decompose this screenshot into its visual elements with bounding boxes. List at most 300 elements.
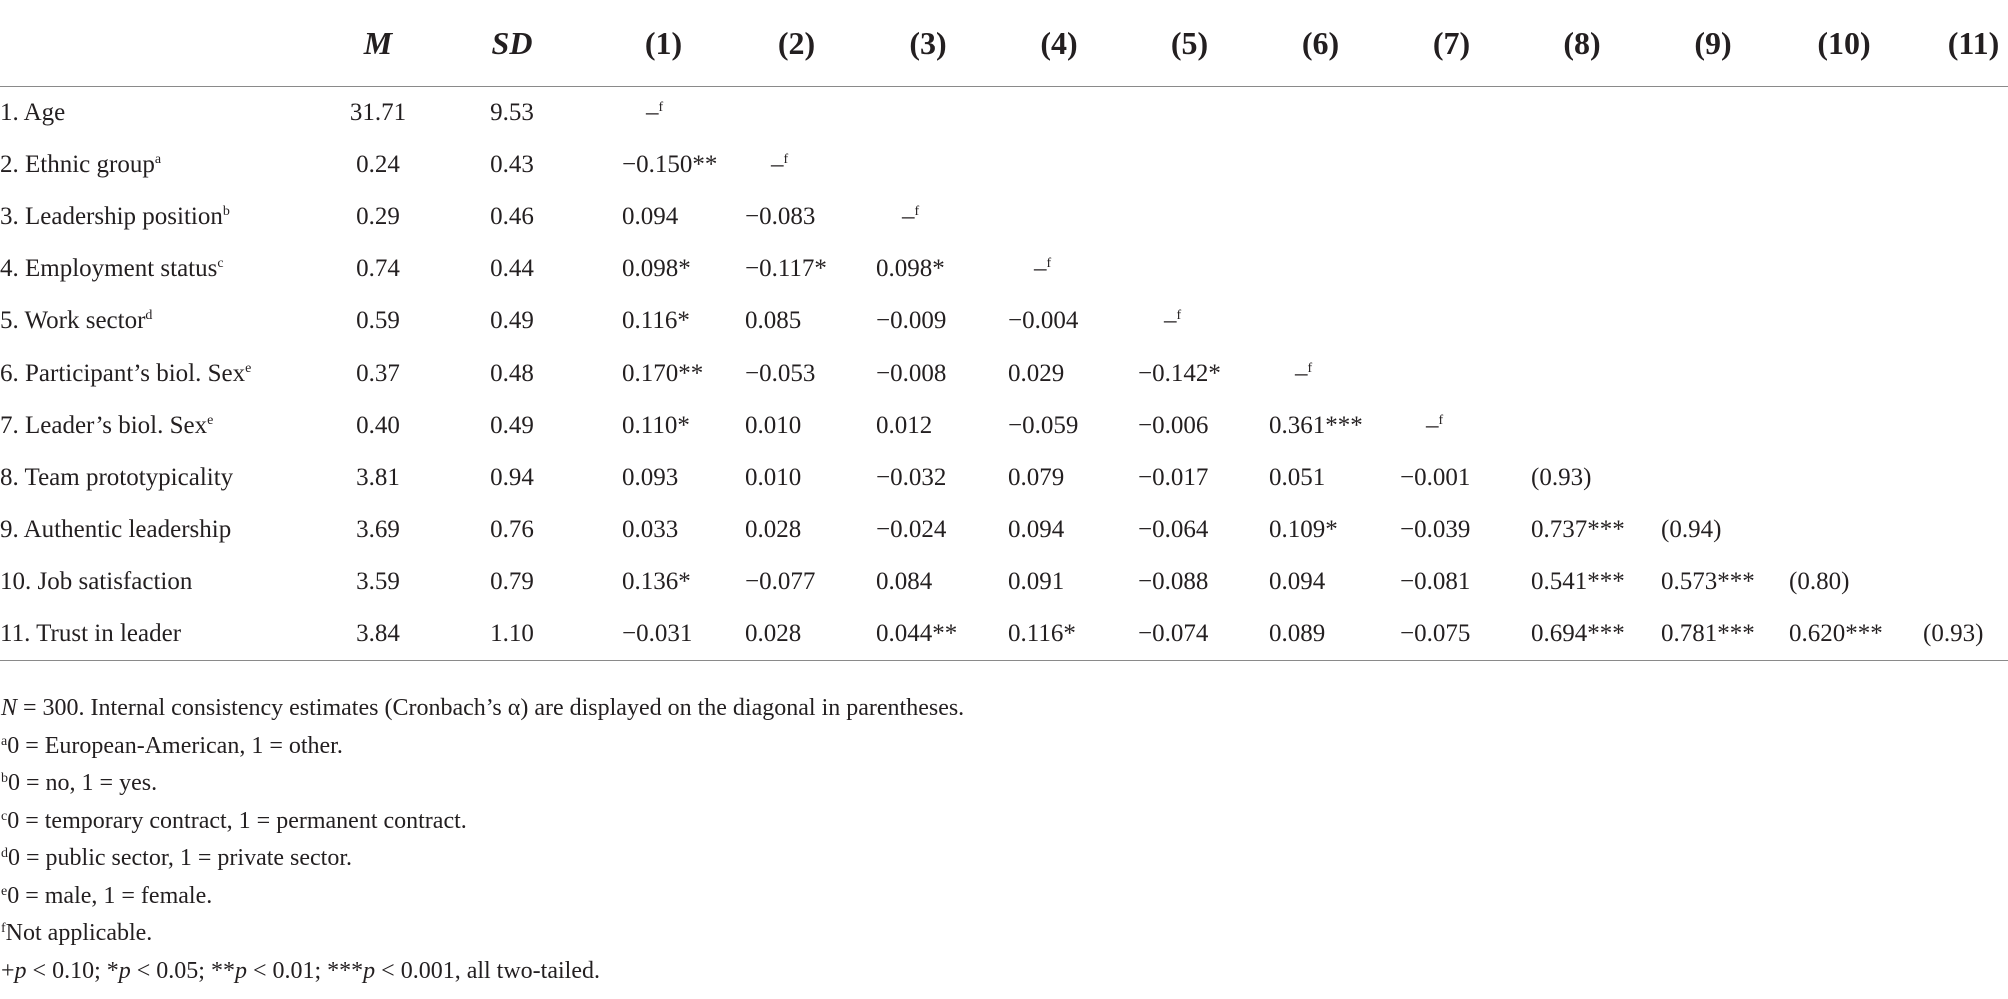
correlation-value: (0.94)	[1661, 516, 1722, 544]
correlation-cell	[1909, 243, 2008, 295]
footnote-marker: c	[217, 256, 224, 272]
correlation-value: −0.064	[1138, 516, 1209, 544]
correlation-cell	[1517, 139, 1647, 191]
significance-threshold: < 0.01;	[246, 957, 328, 984]
correlation-cell	[862, 87, 994, 139]
correlation-value: (0.80)	[1789, 568, 1850, 596]
correlation-cell	[1124, 243, 1255, 295]
correlation-cell	[1124, 295, 1255, 347]
correlation-value: −0.074	[1138, 620, 1209, 648]
sd-value: 0.44	[490, 255, 534, 283]
note-n	[1, 690, 964, 728]
table-notes	[1, 690, 964, 990]
note-n-text: = 300. Internal consistency estimates (Cronbach’s α) are displayed on the diagonal in parentheses.	[17, 695, 965, 721]
correlation-cell	[596, 608, 731, 660]
footnote	[1, 840, 964, 878]
correlation-value: 0.033	[622, 516, 679, 544]
correlation-cell	[862, 347, 994, 399]
correlation-cell	[994, 452, 1124, 504]
footnote	[1, 765, 964, 803]
correlation-cell	[1255, 191, 1386, 243]
header-col-3: (3)	[909, 24, 947, 61]
header-variable	[0, 0, 328, 87]
correlation-cell	[1647, 295, 1779, 347]
correlation-cell	[862, 400, 994, 452]
correlation-value: –	[1164, 307, 1177, 335]
variable-name: 7. Leader’s biol. Sex	[0, 411, 208, 439]
correlation-cell	[1779, 295, 1909, 347]
correlation-value: 0.029	[1008, 359, 1065, 387]
footnote-marker: f	[1176, 308, 1182, 324]
header-col-9: (9)	[1694, 24, 1732, 61]
correlation-cell	[1647, 243, 1779, 295]
correlation-cell	[1647, 87, 1779, 139]
mean-value: 3.84	[356, 620, 400, 648]
correlation-value: −0.004	[1008, 307, 1079, 335]
footnote-marker: e	[245, 360, 252, 376]
correlation-cell	[862, 243, 994, 295]
correlation-value: 0.010	[745, 463, 802, 491]
footnote-marker: b	[1, 771, 8, 786]
footnote-marker: f	[658, 99, 664, 115]
footnote	[1, 803, 964, 841]
variable-label	[0, 191, 328, 243]
correlation-value: (0.93)	[1531, 463, 1592, 491]
footnote-marker: f	[1307, 360, 1313, 376]
correlation-cell	[596, 556, 731, 608]
correlation-cell	[994, 556, 1124, 608]
footnote-text: Not applicable.	[5, 920, 153, 946]
correlation-cell	[731, 556, 862, 608]
mean-value: 3.81	[356, 463, 400, 491]
variable-label	[0, 243, 328, 295]
correlation-cell	[1517, 504, 1647, 556]
correlation-cell	[862, 139, 994, 191]
mean-value: 0.37	[356, 359, 400, 387]
variable-label	[0, 87, 328, 139]
correlation-cell	[1386, 243, 1517, 295]
correlation-cell	[1647, 139, 1779, 191]
correlation-cell	[1255, 347, 1386, 399]
correlation-cell	[1124, 556, 1255, 608]
correlation-value: −0.032	[876, 463, 947, 491]
header-sd: SD	[491, 24, 533, 61]
correlation-value: −0.150**	[622, 150, 718, 178]
footnote-marker: f	[914, 203, 920, 219]
correlation-cell	[1909, 556, 2008, 608]
table-row	[0, 87, 2008, 139]
mean-value: 3.59	[356, 568, 400, 596]
correlation-cell	[1779, 504, 1909, 556]
correlation-cell	[1124, 87, 1255, 139]
header-col-5: (5)	[1170, 24, 1209, 61]
correlation-value: 0.093	[622, 463, 679, 491]
correlation-value: 0.094	[1008, 516, 1065, 544]
correlation-cell	[731, 295, 862, 347]
footnote-marker: f	[1438, 412, 1444, 428]
correlation-cell	[994, 347, 1124, 399]
correlation-cell	[1124, 191, 1255, 243]
significance-threshold: < 0.10;	[26, 957, 107, 984]
correlation-cell	[596, 295, 731, 347]
variable-label	[0, 139, 328, 191]
correlation-cell	[1779, 347, 1909, 399]
header-col-4: (4)	[1040, 24, 1078, 61]
correlation-value: –	[902, 202, 915, 230]
correlation-value: −0.017	[1138, 463, 1209, 491]
correlation-value: 0.620***	[1789, 620, 1883, 648]
correlation-cell	[731, 400, 862, 452]
sd-value: 0.43	[490, 150, 534, 178]
correlation-cell	[1517, 295, 1647, 347]
variable-name: 1. Age	[0, 98, 66, 126]
sd-value: 9.53	[490, 98, 534, 126]
variable-label	[0, 556, 328, 608]
correlation-value: 0.051	[1269, 463, 1326, 491]
correlation-value: −0.059	[1008, 411, 1079, 439]
header-row	[0, 0, 2008, 87]
footnote-marker: d	[1, 846, 8, 861]
mean-value: 0.24	[356, 150, 400, 178]
correlation-cell	[596, 504, 731, 556]
correlation-value: 0.573***	[1661, 568, 1755, 596]
correlation-cell	[731, 452, 862, 504]
correlation-cell	[1124, 139, 1255, 191]
correlation-cell	[1517, 191, 1647, 243]
correlation-cell	[1386, 400, 1517, 452]
correlation-cell	[994, 191, 1124, 243]
mean-value: 31.71	[349, 98, 407, 126]
correlation-value: –	[1426, 411, 1439, 439]
correlation-value: −0.001	[1400, 463, 1471, 491]
sd-value: 0.48	[490, 359, 534, 387]
significance-note	[1, 953, 964, 991]
sd-value: 0.49	[490, 411, 534, 439]
significance-p: p	[363, 957, 376, 984]
mean-value: 0.29	[356, 202, 400, 230]
correlation-cell	[994, 400, 1124, 452]
correlation-cell	[731, 608, 862, 660]
variable-name: 2. Ethnic group	[0, 150, 155, 178]
correlation-cell	[1255, 608, 1386, 660]
correlation-cell	[1909, 139, 2008, 191]
variable-label	[0, 347, 328, 399]
variable-name: 4. Employment status	[0, 255, 218, 283]
correlation-cell	[1647, 452, 1779, 504]
footnote	[1, 915, 964, 953]
correlation-cell	[1779, 87, 1909, 139]
correlation-cell	[1124, 400, 1255, 452]
footnote-marker: f	[1046, 256, 1052, 272]
correlation-cell	[1909, 347, 2008, 399]
correlation-cell	[1255, 400, 1386, 452]
significance-symbol: +	[1, 957, 15, 984]
significance-threshold: < 0.05;	[130, 957, 211, 984]
correlation-value: −0.039	[1400, 516, 1471, 544]
correlation-cell	[596, 191, 731, 243]
correlation-cell	[1517, 347, 1647, 399]
correlation-cell	[731, 87, 862, 139]
correlation-value: 0.079	[1008, 463, 1065, 491]
footnote-text: 0 = no, 1 = yes.	[8, 770, 158, 796]
variable-name: 3. Leadership position	[0, 202, 223, 230]
correlation-value: 0.737***	[1531, 516, 1625, 544]
correlation-cell	[1647, 556, 1779, 608]
correlation-value: 0.109*	[1269, 516, 1338, 544]
correlation-value: −0.081	[1400, 568, 1471, 596]
sd-value: 0.94	[490, 463, 534, 491]
correlation-cell	[1386, 504, 1517, 556]
correlation-cell	[862, 608, 994, 660]
mean-value: 0.74	[356, 255, 400, 283]
correlation-value: 0.170**	[622, 359, 704, 387]
variable-name: 10. Job satisfaction	[0, 568, 193, 596]
footnote-marker: a	[1, 733, 8, 749]
footnote-marker: a	[154, 151, 162, 167]
table-row	[0, 347, 2008, 399]
correlation-value: 0.028	[745, 620, 802, 648]
correlation-cell	[1909, 191, 2008, 243]
correlation-value: −0.117*	[745, 255, 827, 283]
footnote-text: 0 = European-American, 1 = other.	[7, 732, 343, 759]
correlation-value: 0.089	[1269, 620, 1326, 648]
correlation-cell	[1517, 87, 1647, 139]
correlation-cell	[596, 243, 731, 295]
variable-label	[0, 504, 328, 556]
footnote-marker: f	[783, 151, 789, 167]
correlation-cell	[596, 87, 731, 139]
correlation-cell	[1909, 87, 2008, 139]
correlation-value: 0.012	[876, 411, 933, 439]
correlation-value: 0.094	[1269, 568, 1326, 596]
correlation-value: 0.116*	[622, 307, 690, 335]
footnote-list	[1, 728, 964, 953]
correlation-cell	[994, 608, 1124, 660]
correlation-value: 0.781***	[1661, 620, 1755, 648]
footnote	[1, 728, 964, 766]
correlation-cell	[862, 452, 994, 504]
correlation-value: −0.077	[745, 568, 816, 596]
correlation-value: 0.010	[745, 411, 802, 439]
correlation-cell	[1909, 400, 2008, 452]
correlation-cell	[1647, 504, 1779, 556]
correlation-cell	[1909, 452, 2008, 504]
correlation-value: −0.024	[876, 516, 947, 544]
table-row	[0, 243, 2008, 295]
correlation-cell	[862, 295, 994, 347]
correlation-value: 0.694***	[1531, 620, 1625, 648]
correlation-cell	[1124, 608, 1255, 660]
correlation-value: −0.083	[745, 202, 816, 230]
variable-name: 9. Authentic leadership	[0, 516, 232, 544]
note-n-symbol: N	[1, 695, 18, 721]
table-row	[0, 608, 2008, 660]
sd-value: 0.46	[490, 202, 534, 230]
header-col-2: (2)	[777, 24, 816, 61]
correlation-value: 0.361***	[1269, 411, 1363, 439]
correlation-cell	[1779, 452, 1909, 504]
correlation-cell	[994, 243, 1124, 295]
correlation-cell	[994, 504, 1124, 556]
variable-name: 8. Team prototypicality	[0, 463, 234, 491]
correlation-cell	[994, 139, 1124, 191]
correlation-cell	[1909, 504, 2008, 556]
correlation-value: −0.006	[1138, 411, 1209, 439]
header-col-7: (7)	[1432, 24, 1471, 61]
correlation-value: 0.028	[745, 516, 802, 544]
correlation-value: –	[771, 150, 784, 178]
correlation-cell	[1255, 243, 1386, 295]
header-m: M	[363, 24, 393, 61]
correlation-cell	[1647, 191, 1779, 243]
variable-label	[0, 608, 328, 660]
correlation-cell	[1517, 556, 1647, 608]
correlation-cell	[1386, 608, 1517, 660]
significance-symbol: **	[210, 957, 235, 984]
correlation-cell	[596, 139, 731, 191]
correlation-cell	[731, 139, 862, 191]
variable-label	[0, 295, 328, 347]
correlation-value: −0.008	[876, 359, 947, 387]
correlation-cell	[596, 347, 731, 399]
significance-symbol: ***	[327, 957, 364, 984]
correlation-value: –	[646, 98, 659, 126]
variable-name: 6. Participant’s biol. Sex	[0, 359, 246, 387]
correlation-cell	[1386, 556, 1517, 608]
correlation-cell	[994, 87, 1124, 139]
sd-value: 0.76	[490, 516, 534, 544]
correlation-cell	[1255, 87, 1386, 139]
footnote-text: 0 = temporary contract, 1 = permanent contract.	[7, 807, 467, 834]
correlation-cell	[862, 556, 994, 608]
correlation-cell	[1909, 608, 2008, 660]
sd-value: 0.79	[490, 568, 534, 596]
mean-value: 0.59	[356, 307, 400, 335]
table-row	[0, 191, 2008, 243]
correlation-value: −0.031	[622, 620, 693, 648]
header-col-1: (1)	[644, 24, 683, 61]
correlation-cell	[1647, 608, 1779, 660]
correlation-cell	[1255, 556, 1386, 608]
variable-label	[0, 452, 328, 504]
correlation-cell	[1779, 400, 1909, 452]
variable-label	[0, 400, 328, 452]
correlation-cell	[862, 191, 994, 243]
footnote-text: 0 = male, 1 = female.	[7, 882, 213, 909]
correlation-cell	[1779, 608, 1909, 660]
footnote-marker: f	[1, 921, 6, 936]
correlation-value: 0.098*	[622, 255, 691, 283]
table-row	[0, 556, 2008, 608]
correlation-value: –	[1295, 359, 1308, 387]
significance-symbol: *	[106, 957, 119, 984]
footnote-marker: c	[1, 808, 8, 824]
correlation-value: −0.088	[1138, 568, 1209, 596]
correlation-cell	[1386, 295, 1517, 347]
correlation-value: 0.094	[622, 202, 679, 230]
sd-value: 0.49	[490, 307, 534, 335]
correlation-value: 0.098*	[876, 255, 945, 283]
correlation-value: 0.116*	[1008, 620, 1076, 648]
correlation-cell	[1647, 347, 1779, 399]
variable-name: 5. Work sector	[0, 307, 146, 335]
correlation-value: 0.044**	[876, 620, 958, 648]
correlation-cell	[1517, 608, 1647, 660]
significance-p: p	[118, 957, 131, 984]
correlation-value: −0.053	[745, 359, 816, 387]
table-row	[0, 400, 2008, 452]
table-row	[0, 452, 2008, 504]
correlation-cell	[1124, 504, 1255, 556]
correlation-value: 0.085	[745, 307, 802, 335]
correlation-cell	[1779, 139, 1909, 191]
correlation-cell	[1386, 139, 1517, 191]
correlation-cell	[1386, 87, 1517, 139]
sd-value: 1.10	[490, 620, 534, 648]
correlation-cell	[596, 452, 731, 504]
correlation-cell	[1124, 347, 1255, 399]
header-col-10: (10)	[1817, 24, 1871, 61]
correlation-value: –	[1034, 255, 1047, 283]
header-col-11: (11)	[1947, 24, 2000, 61]
header-col-8: (8)	[1563, 24, 1601, 61]
correlation-value: 0.136*	[622, 568, 691, 596]
correlation-cell	[731, 243, 862, 295]
significance-threshold: < 0.001, all two-tailed.	[375, 957, 600, 984]
table-row	[0, 504, 2008, 556]
correlation-cell	[1647, 400, 1779, 452]
correlation-cell	[596, 400, 731, 452]
mean-value: 3.69	[356, 516, 400, 544]
correlation-cell	[1517, 452, 1647, 504]
footnote-text: 0 = public sector, 1 = private sector.	[8, 845, 353, 871]
correlation-value: −0.142*	[1138, 359, 1221, 387]
correlation-value: 0.541***	[1531, 568, 1625, 596]
table-row	[0, 139, 2008, 191]
correlation-value: −0.075	[1400, 620, 1471, 648]
correlation-cell	[731, 191, 862, 243]
correlation-cell	[1909, 295, 2008, 347]
significance-p: p	[14, 957, 27, 984]
footnote	[1, 878, 964, 916]
correlation-cell	[994, 295, 1124, 347]
correlation-value: 0.110*	[622, 411, 690, 439]
correlation-value: −0.009	[876, 307, 947, 335]
correlation-cell	[1386, 347, 1517, 399]
correlation-cell	[731, 347, 862, 399]
footnote-marker: e	[1, 883, 8, 899]
correlation-cell	[1517, 400, 1647, 452]
table-row	[0, 295, 2008, 347]
correlation-value: 0.091	[1008, 568, 1065, 596]
correlation-value: (0.93)	[1923, 620, 1984, 648]
correlation-cell	[862, 504, 994, 556]
correlation-cell	[731, 504, 862, 556]
correlation-cell	[1386, 452, 1517, 504]
significance-p: p	[234, 957, 247, 984]
header-col-6: (6)	[1301, 24, 1340, 61]
correlation-cell	[1255, 139, 1386, 191]
table-body	[0, 87, 2008, 661]
correlation-cell	[1386, 191, 1517, 243]
variable-name: 11. Trust in leader	[0, 620, 182, 648]
correlation-cell	[1517, 243, 1647, 295]
footnote-marker: e	[207, 412, 214, 428]
footnote-marker: d	[145, 308, 153, 324]
correlation-cell	[1779, 243, 1909, 295]
correlation-cell	[1255, 504, 1386, 556]
correlation-cell	[1255, 452, 1386, 504]
